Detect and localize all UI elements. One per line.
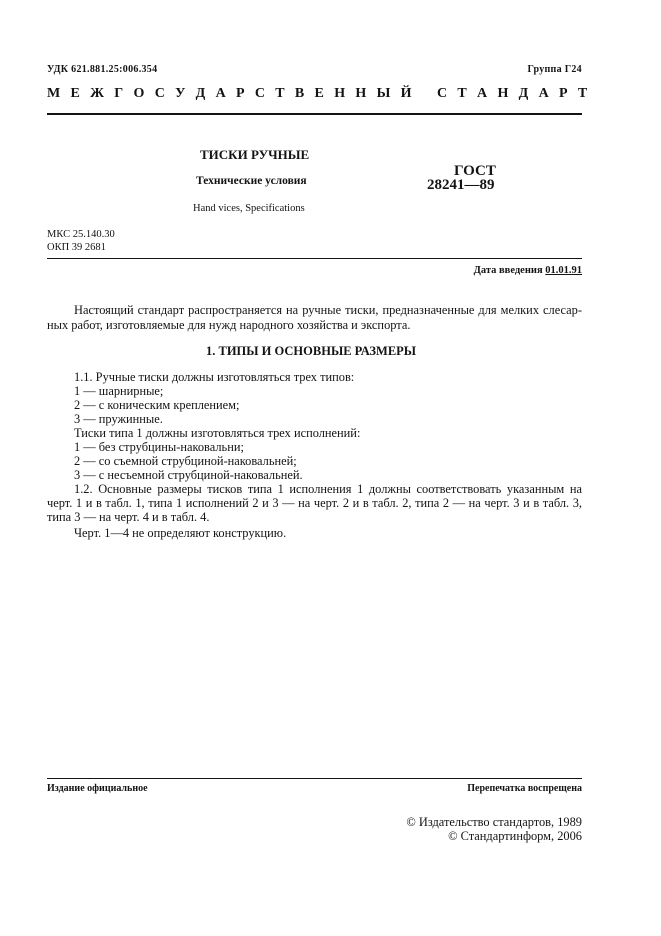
intro-line-1: Настоящий стандарт распространяется на ручные тиски, предназначенные для мелких слесар- — [74, 303, 582, 317]
footer-rule — [47, 778, 582, 779]
group-code: Группа Г24 — [527, 64, 582, 75]
para-1-2-line-2: черт. 1 и в табл. 1, типа 1 исполнений 2 и 3 — на черт. 2 и в табл. 2, типа 2 — на черт. 3 и в табл. 3, — [47, 496, 582, 510]
codes-rule — [47, 258, 582, 259]
mks-code: МКС 25.140.30 — [47, 229, 115, 240]
intro-date-label: Дата введения — [473, 265, 543, 276]
reprint-prohibited: Перепечатка воспрещена — [467, 783, 582, 794]
gost-number: 28241—89 — [427, 177, 495, 193]
drawing-note: Черт. 1—4 не определяют конструкцию. — [74, 526, 287, 540]
intro-date — [474, 265, 582, 276]
section-line: 3 — пружинные. — [74, 412, 163, 426]
section-line: 3 — с несъемной струбциной-наковальней. — [74, 468, 303, 482]
intro-line-2: ных работ, изготовляемые для нужд народного хозяйства и экспорта. — [47, 318, 411, 332]
banner-right: С Т А Н Д А Р Т — [437, 86, 591, 101]
section-line: 1 — без струбцины-наковальни; — [74, 440, 244, 454]
copyright-1: © Издательство стандартов, 1989 — [406, 815, 582, 829]
udk-code: УДК 621.881.25:006.354 — [47, 64, 158, 75]
intro-date-value: 01.01.91 — [545, 265, 582, 276]
okp-code: ОКП 39 2681 — [47, 242, 106, 253]
official-edition: Издание официальное — [47, 783, 148, 794]
section-line: 1.1. Ручные тиски должны изготовляться трех типов: — [74, 370, 355, 384]
gost-label: ГОСТ — [454, 163, 496, 179]
section-line: 1 — шарнирные; — [74, 384, 164, 398]
standard-subtitle: Технические условия — [196, 175, 307, 187]
para-1-2-line-1: 1.2. Основные размеры тисков типа 1 исполнения 1 должны соответствовать указанным на — [74, 482, 582, 496]
section-line: Тиски типа 1 должны изготовляться трех исполнений: — [74, 426, 361, 440]
para-1-2-line-3: типа 3 — на черт. 4 и в табл. 4. — [47, 510, 210, 524]
section-heading: 1. ТИПЫ И ОСНОВНЫЕ РАЗМЕРЫ — [206, 344, 417, 358]
header-rule — [47, 113, 582, 115]
copyright-2: © Стандартинформ, 2006 — [448, 829, 582, 843]
english-title: Hand vices, Specifications — [193, 203, 305, 214]
section-line: 2 — со съемной струбциной-наковальней; — [74, 454, 297, 468]
standard-title: ТИСКИ РУЧНЫЕ — [200, 147, 310, 162]
section-line: 2 — с коническим креплением; — [74, 398, 240, 412]
banner-left: М Е Ж Г О С У Д А Р С Т В Е Н Н Ы Й — [47, 86, 415, 101]
